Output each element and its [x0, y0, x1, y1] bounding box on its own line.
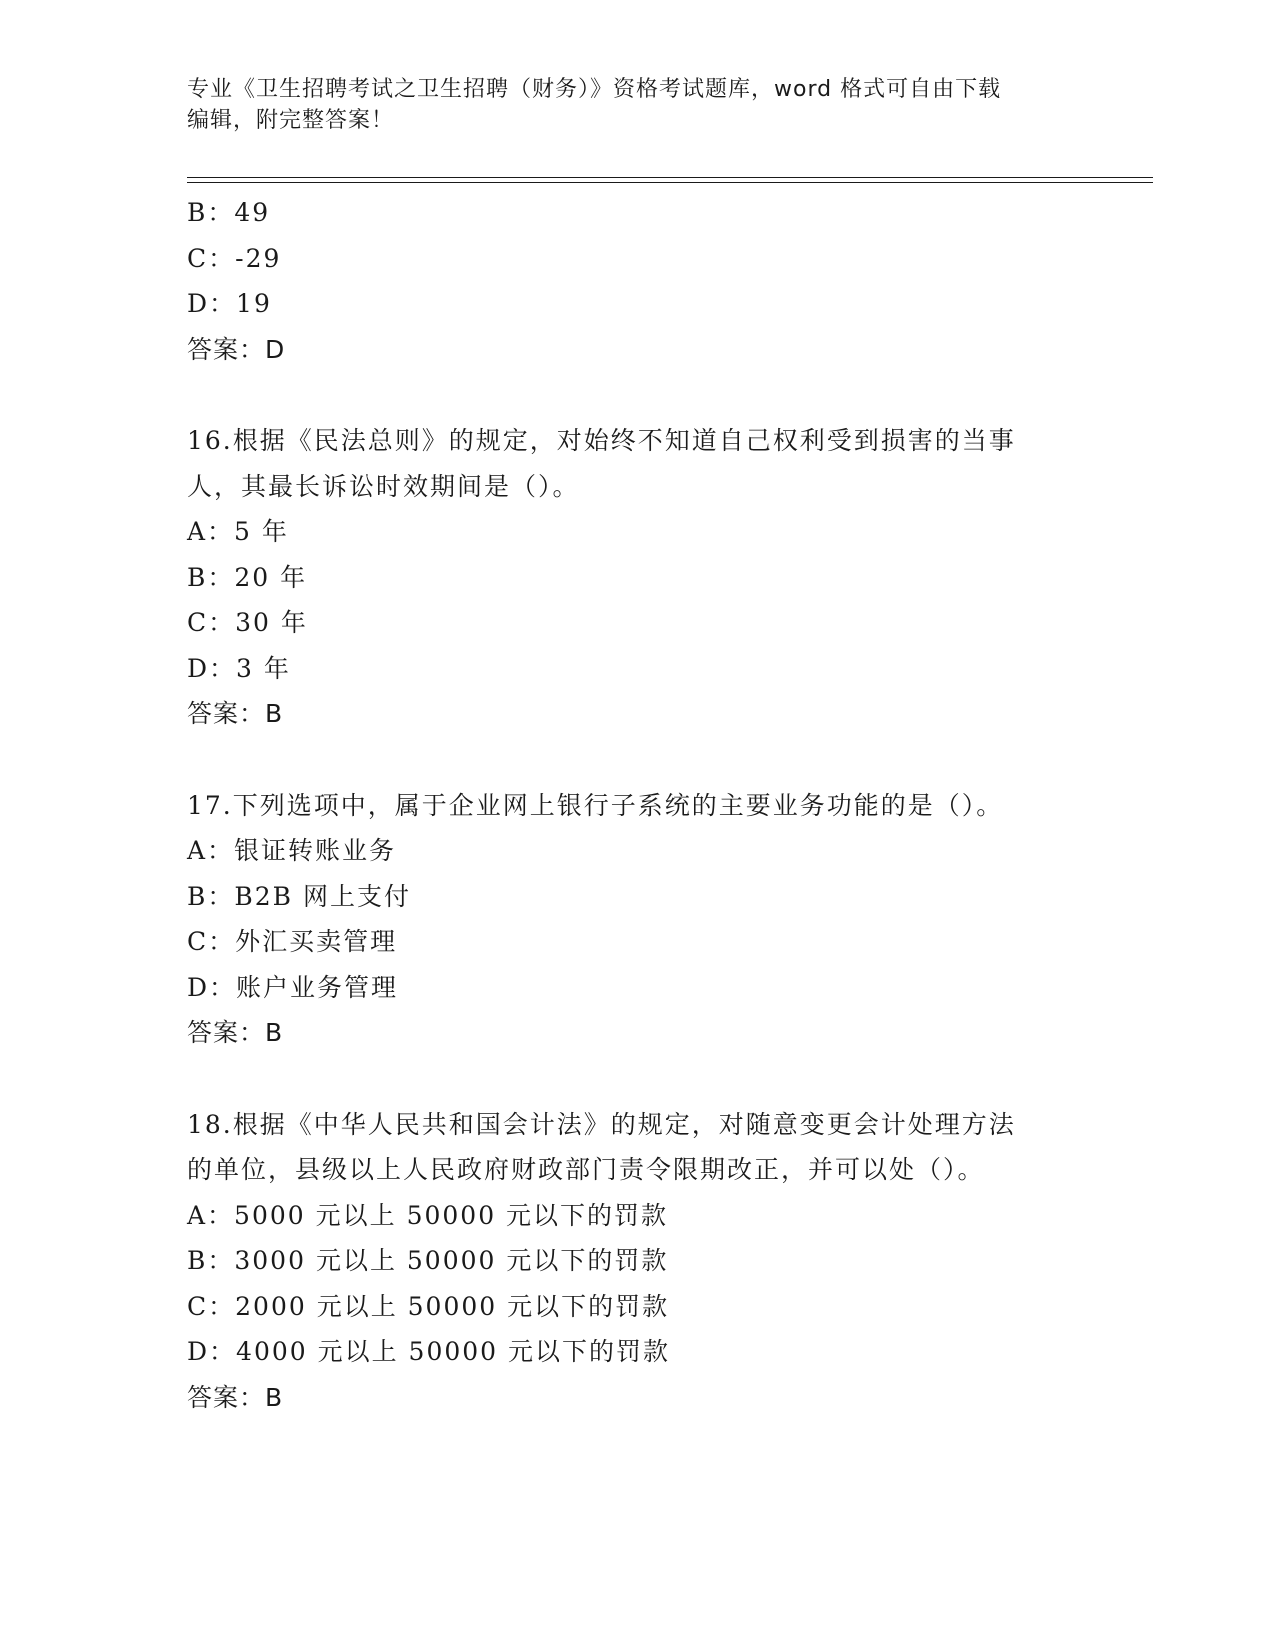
option-d: D：账户业务管理 — [187, 972, 399, 1002]
header-divider-top — [187, 177, 1153, 178]
option-c: C：外汇买卖管理 — [187, 927, 398, 956]
stem-line: 16.根据《民法总则》的规定，对始终不知道自己权利受到损害的当事 — [187, 426, 1016, 455]
option-b: B：49 — [187, 198, 271, 227]
option-d: D：3 年 — [187, 653, 291, 683]
option-c: C：-29 — [187, 243, 282, 273]
stem-line: 17.下列选项中，属于企业网上银行子系统的主要业务功能的是（）。 — [187, 790, 1004, 820]
question-16 — [187, 418, 1153, 737]
option-b: B：B2B 网上支付 — [187, 881, 411, 911]
question-list — [187, 190, 1153, 1420]
spacer — [187, 737, 1153, 783]
option-d: D：19 — [187, 289, 272, 318]
option-a: A：5 年 — [187, 517, 289, 546]
header-line-1: 专业《卫生招聘考试之卫生招聘（财务）》资格考试题库，word 格式可自由下载 — [187, 77, 1002, 102]
stem-line: 18.根据《中华人民共和国会计法》的规定，对随意变更会计处理方法 — [187, 1109, 1016, 1139]
spacer — [187, 1056, 1153, 1102]
question-17 — [187, 783, 1153, 1056]
question-stem — [187, 1102, 1087, 1193]
stem-line: 的单位，县级以上人民政府财政部门责令限期改正，并可以处（）。 — [187, 1155, 985, 1184]
stem-line: 人，其最长诉讼时效期间是（）。 — [187, 471, 580, 501]
answer-line: 答案：B — [187, 1382, 284, 1412]
question-stem — [187, 783, 1087, 829]
answer-line: 答案：B — [187, 1018, 284, 1047]
option-a: A：银证转账业务 — [187, 836, 397, 865]
header-line-2: 编辑，附完整答案！ — [187, 108, 395, 133]
spacer — [187, 372, 1153, 418]
question-18 — [187, 1102, 1153, 1421]
option-b: B：3000 元以上 50000 元以下的罚款 — [187, 1246, 669, 1275]
question-stem — [187, 418, 1087, 509]
header-divider-bottom — [187, 182, 1153, 183]
option-d: D：4000 元以上 50000 元以下的罚款 — [187, 1337, 671, 1366]
option-c: C：2000 元以上 50000 元以下的罚款 — [187, 1291, 670, 1321]
answer-line: 答案：B — [187, 699, 284, 728]
option-b: B：20 年 — [187, 562, 308, 592]
option-c: C：30 年 — [187, 608, 308, 637]
option-a: A：5000 元以上 50000 元以下的罚款 — [187, 1200, 669, 1230]
answer-line: 答案：D — [187, 334, 286, 364]
document-header — [187, 74, 1087, 136]
question-15-tail — [187, 190, 1153, 372]
